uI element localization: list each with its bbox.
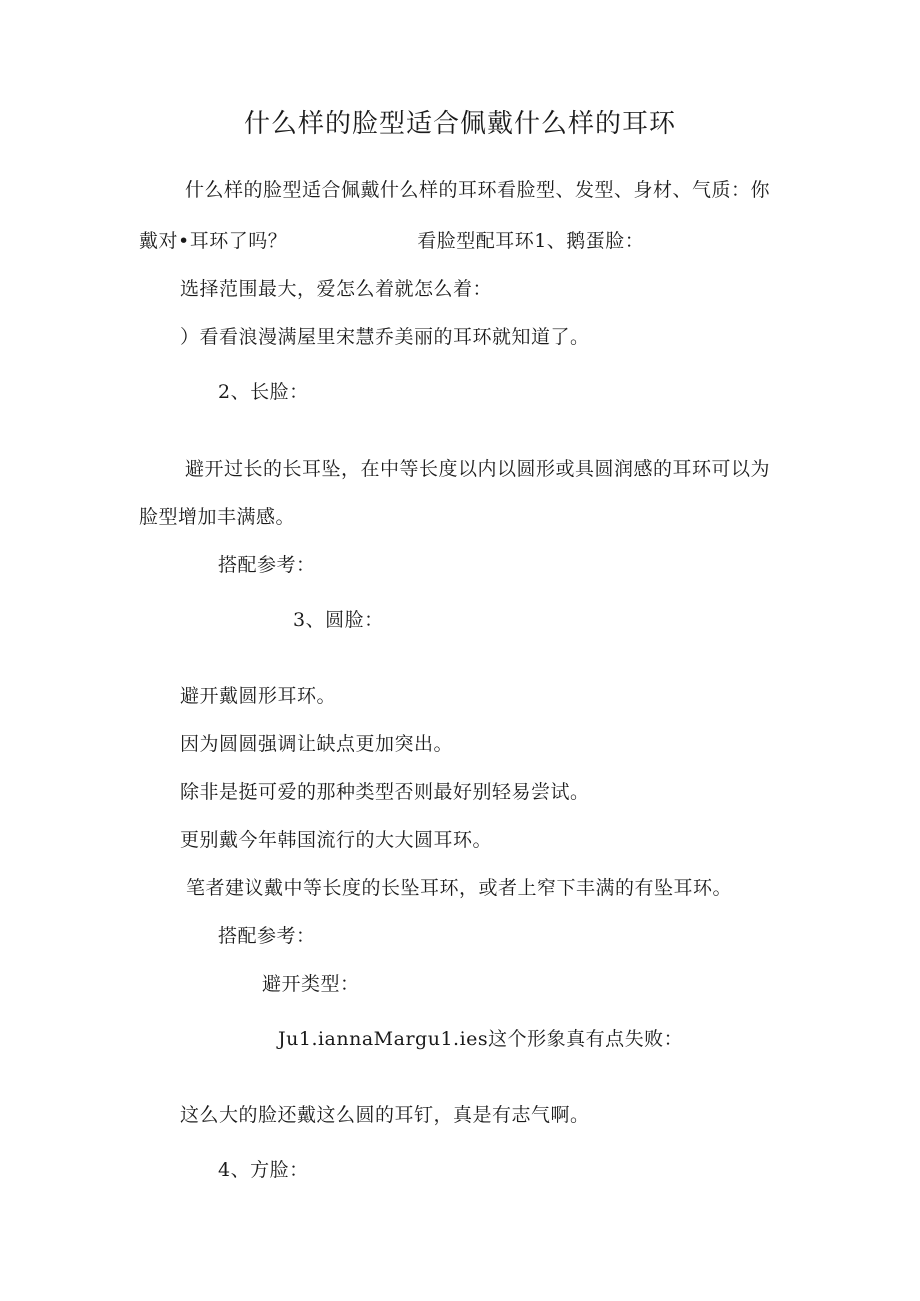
- intro-question: 戴对•耳环了吗？: [139, 230, 288, 252]
- document-title: 什么样的脸型适合佩戴什么样的耳环: [243, 109, 676, 139]
- oval-face-text-1: 选择范围最大，爱怎么着就怎么着：: [180, 278, 493, 300]
- round-face-example: Ju1.iannaMargu1.ies这个形象真有点失败：: [278, 1028, 684, 1050]
- oval-face-heading: 看脸型配耳环1、鹅蛋脸：: [417, 230, 645, 252]
- long-face-text-line-2: 脸型增加丰满感。: [139, 506, 296, 528]
- round-face-text-5: 笔者建议戴中等长度的长坠耳环，或者上窄下丰满的有坠耳环。: [186, 877, 733, 899]
- long-face-heading: 2、长脸：: [218, 381, 309, 403]
- round-face-comment: 这么大的脸还戴这么圆的耳钉，真是有志气啊。: [180, 1104, 590, 1126]
- round-face-avoid-label: 避开类型：: [262, 973, 360, 995]
- long-face-text-line-1: 避开过长的长耳坠，在中等长度以内以圆形或具圆润感的耳环可以为: [185, 458, 771, 480]
- intro-paragraph-line-1: 什么样的脸型适合佩戴什么样的耳环看脸型、发型、身材、气质：你: [185, 179, 771, 201]
- round-face-text-3: 除非是挺可爱的那种类型否则最好别轻易尝试。: [180, 781, 590, 803]
- round-face-heading: 3、圆脸：: [293, 609, 384, 631]
- long-face-reference-label: 搭配参考：: [218, 554, 316, 576]
- round-face-text-4: 更别戴今年韩国流行的大大圆耳环。: [180, 829, 493, 851]
- round-face-text-2: 因为圆圆强调让缺点更加突出。: [180, 733, 454, 755]
- intro-paragraph-line-2: [139, 229, 644, 253]
- square-face-heading: 4、方脸：: [218, 1159, 309, 1181]
- round-face-text-1: 避开戴圆形耳环。: [180, 685, 337, 707]
- round-face-reference-label: 搭配参考：: [218, 925, 316, 947]
- oval-face-text-2: ）看看浪漫满屋里宋慧乔美丽的耳环就知道了。: [180, 326, 590, 348]
